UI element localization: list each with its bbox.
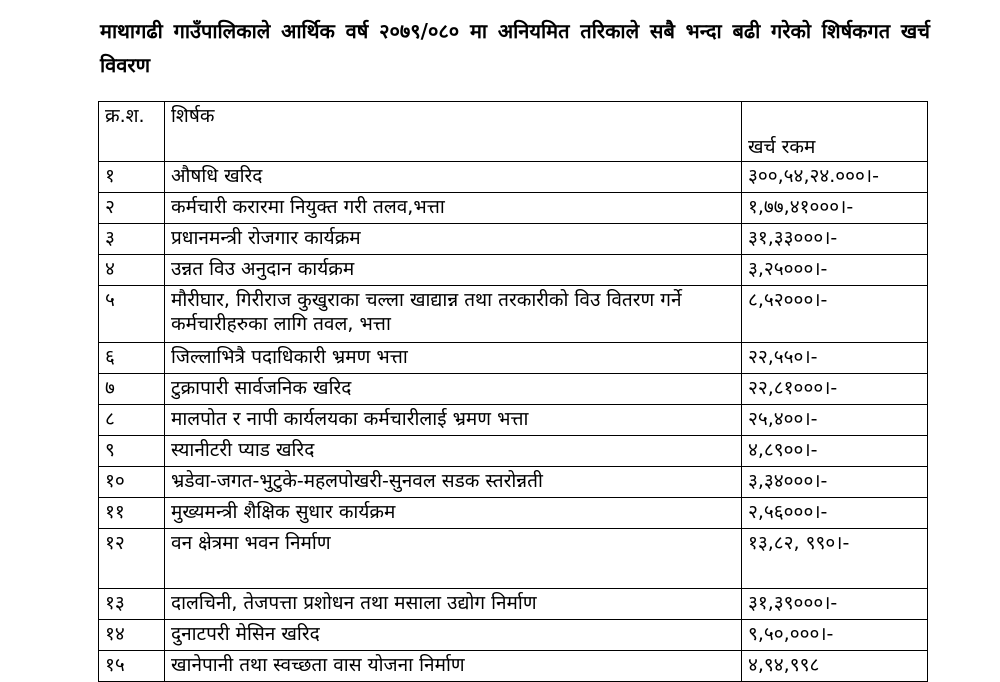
header-serial-number: क्र.श.: [99, 102, 165, 162]
row-amount: ३,३४०००।-: [742, 467, 928, 498]
row-serial-number: १: [99, 162, 165, 193]
row-amount: ३,२५०००।-: [742, 255, 928, 286]
row-serial-number: २: [99, 193, 165, 224]
row-title: औषधि खरिद: [165, 162, 742, 193]
table-row: [99, 436, 928, 467]
row-amount: १,७७,४१०००।-: [742, 193, 928, 224]
table-row: [99, 651, 928, 682]
table-row: [99, 343, 928, 374]
row-title: मालपोत र नापी कार्यलयका कर्मचारीलाई भ्रमण भत्ता: [165, 405, 742, 436]
row-title: स्यानीटरी प्याड खरिद: [165, 436, 742, 467]
document-title: माथागढी गाउँपालिकाले आर्थिक वर्ष २०७९/०८० मा अनियमित तरिकाले सबै भन्दा बढी गरेको शिर्षकगत खर्च विवरण: [100, 19, 930, 77]
row-serial-number: ३: [99, 224, 165, 255]
row-title: जिल्लाभित्रै पदाधिकारी भ्रमण भत्ता: [165, 343, 742, 374]
row-serial-number: १५: [99, 651, 165, 682]
row-serial-number: ९: [99, 436, 165, 467]
table-row: [99, 224, 928, 255]
row-serial-number: १३: [99, 589, 165, 620]
row-amount: ४,८९००।-: [742, 436, 928, 467]
row-amount: २,५६०००।-: [742, 498, 928, 529]
row-amount: ३१,३९०००।-: [742, 589, 928, 620]
table-row: [99, 467, 928, 498]
table-row: [99, 498, 928, 529]
row-serial-number: ५: [99, 286, 165, 343]
expense-table: [98, 101, 928, 682]
table-row: [99, 620, 928, 651]
row-amount: ८,५२०००।-: [742, 286, 928, 343]
row-amount: ९,५०,०००।-: [742, 620, 928, 651]
row-amount: २२,८१०००।-: [742, 374, 928, 405]
row-amount: २२,५५०।-: [742, 343, 928, 374]
row-title: प्रधानमन्त्री रोजगार कार्यक्रम: [165, 224, 742, 255]
row-title: मौरीघार, गिरीराज कुखुराका चल्ला खाद्यान्न तथा तरकारीको विउ वितरण गर्ने कर्मचारीहरुका लागि तवल, भत्ता: [165, 286, 742, 343]
row-amount: २५,४००।-: [742, 405, 928, 436]
header-title: शिर्षक: [165, 102, 742, 162]
table-header-row: [99, 102, 928, 162]
row-amount: ३००,५४,२४.०००।-: [742, 162, 928, 193]
row-amount: १३,८२, ९९०।-: [742, 529, 928, 589]
row-serial-number: १२: [99, 529, 165, 589]
row-title: उन्नत विउ अनुदान कार्यक्रम: [165, 255, 742, 286]
row-title: टुक्रापारी सार्वजनिक खरिद: [165, 374, 742, 405]
row-title: खानेपानी तथा स्वच्छता वास योजना निर्माण: [165, 651, 742, 682]
table-row: [99, 529, 928, 589]
row-serial-number: १०: [99, 467, 165, 498]
row-title: दुनाटपरी मेसिन खरिद: [165, 620, 742, 651]
row-serial-number: ११: [99, 498, 165, 529]
row-serial-number: ८: [99, 405, 165, 436]
row-serial-number: १४: [99, 620, 165, 651]
row-serial-number: ७: [99, 374, 165, 405]
row-serial-number: ६: [99, 343, 165, 374]
row-title: भ्रडेवा-जगत-भुटुके-महलपोखरी-सुनवल सडक स्तरोन्नती: [165, 467, 742, 498]
table-row: [99, 193, 928, 224]
row-amount: ३१,३३०००।-: [742, 224, 928, 255]
header-amount: खर्च रकम: [742, 102, 928, 162]
table-row: [99, 405, 928, 436]
table-row: [99, 589, 928, 620]
row-serial-number: ४: [99, 255, 165, 286]
row-title: कर्मचारी करारमा नियुक्त गरी तलव,भत्ता: [165, 193, 742, 224]
table-row: [99, 162, 928, 193]
row-title: दालचिनी, तेजपत्ता प्रशोधन तथा मसाला उद्योग निर्माण: [165, 589, 742, 620]
table-row: [99, 374, 928, 405]
row-title: वन क्षेत्रमा भवन निर्माण: [165, 529, 742, 589]
row-amount: ४,९४,९९८: [742, 651, 928, 682]
table-row: [99, 255, 928, 286]
row-title: मुख्यमन्त्री शैक्षिक सुधार कार्यक्रम: [165, 498, 742, 529]
table-row: [99, 286, 928, 343]
